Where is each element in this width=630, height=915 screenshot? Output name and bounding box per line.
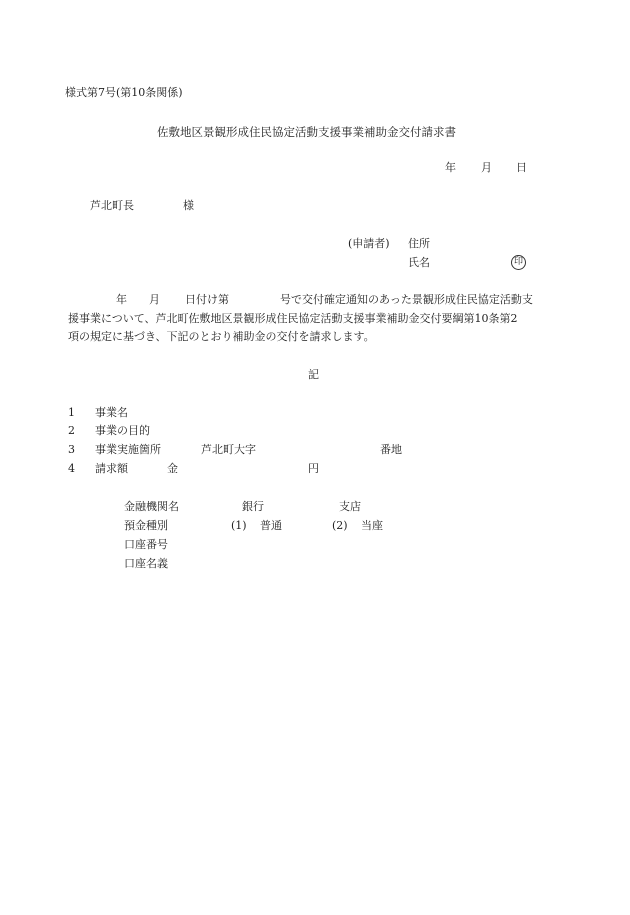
bank-name-label: 金融機関名 [124, 500, 179, 513]
recipient-name: 芦北町長 [90, 199, 134, 212]
bank-branch: 支店 [339, 500, 361, 513]
body-line3: 項の規定に基づき、下記のとおり補助金の交付を請求します。 [68, 330, 375, 343]
item-label: 請求額 [95, 462, 128, 475]
option-2-label: 当座 [361, 519, 383, 532]
deposit-type-label: 預金種別 [124, 519, 168, 532]
option-1-number: (1) [231, 519, 247, 532]
body-line2: 援事業について、芦北町佐敷地区景観形成住民協定活動支援事業補助金交付要綱第10条第2 [68, 312, 518, 325]
seal-mark: 印 [511, 255, 526, 270]
ki-heading: 記 [308, 368, 319, 381]
account-name-label: 口座名義 [124, 557, 168, 570]
body-month: 月 [149, 293, 160, 306]
item-suffix: 番地 [380, 443, 402, 456]
item-number: 3 [68, 443, 75, 456]
item-prefix: 金 [167, 462, 178, 475]
item-number: 2 [68, 424, 75, 437]
item-place: 芦北町大字 [201, 443, 256, 456]
body-dated-number: 日付け第 [185, 293, 229, 306]
address-label: 住所 [408, 237, 430, 250]
form-number: 様式第7号(第10条関係) [65, 86, 183, 99]
date-day: 日 [516, 161, 527, 174]
item-label: 事業実施箇所 [95, 443, 161, 456]
applicant-role: (申請者) [348, 237, 390, 250]
body-year: 年 [116, 293, 127, 306]
item-label: 事業の目的 [95, 424, 150, 437]
item-number: 1 [68, 406, 75, 419]
date-year: 年 [445, 161, 456, 174]
document-title: 佐敷地区景観形成住民協定活動支援事業補助金交付請求書 [157, 125, 456, 139]
name-label: 氏名 [408, 256, 430, 269]
item-label: 事業名 [95, 406, 128, 419]
item-suffix: 円 [308, 462, 319, 475]
option-2-number: (2) [332, 519, 348, 532]
date-month: 月 [481, 161, 492, 174]
body-line1-rest: 号で交付確定通知のあった景観形成住民協定活動支 [280, 293, 533, 306]
recipient-honorific: 様 [183, 199, 194, 212]
account-number-label: 口座番号 [124, 538, 168, 551]
bank-bank: 銀行 [242, 500, 264, 513]
item-number: 4 [68, 462, 75, 475]
option-1-label: 普通 [260, 519, 282, 532]
